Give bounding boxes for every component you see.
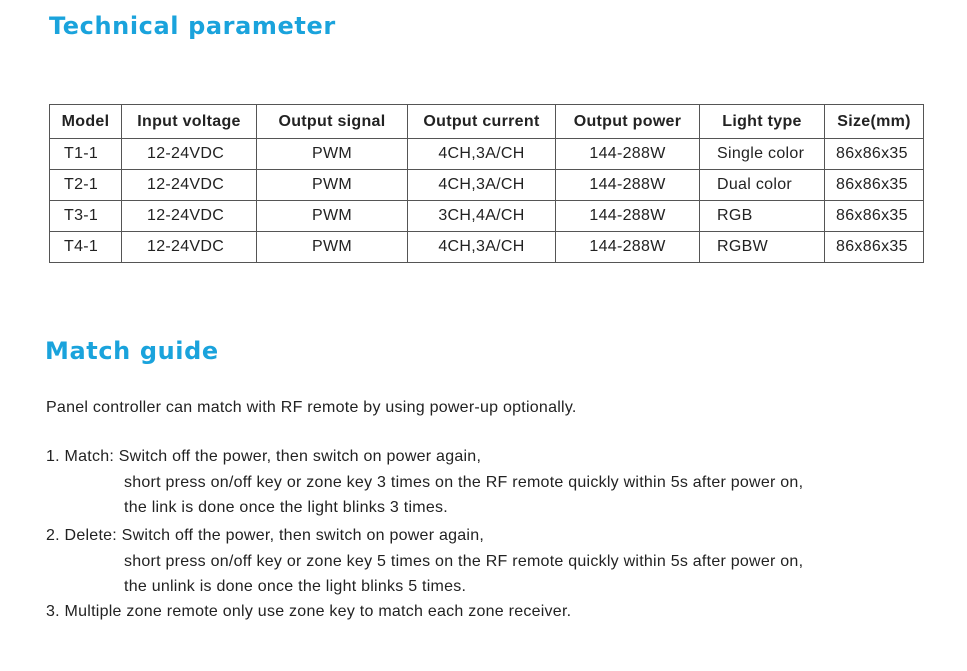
header-output-power: Output power [556, 105, 700, 139]
cell-output-power: 144-288W [556, 170, 700, 201]
cell-input-voltage: 12-24VDC [122, 201, 257, 232]
table-row [50, 232, 924, 263]
step1-line2: short press on/off key or zone key 3 times on the RF remote quickly within 5s after power on, [124, 474, 804, 491]
cell-size: 86x86x35 [825, 139, 924, 170]
cell-size: 86x86x35 [825, 201, 924, 232]
cell-light-type: Dual color [700, 170, 825, 201]
cell-output-signal: PWM [257, 139, 408, 170]
table-row [50, 201, 924, 232]
step1-line1: 1. Match: Switch off the power, then switch on power again, [46, 448, 482, 465]
cell-output-signal: PWM [257, 201, 408, 232]
header-size: Size(mm) [825, 105, 924, 139]
header-input-voltage: Input voltage [122, 105, 257, 139]
cell-light-type: RGBW [700, 232, 825, 263]
step2-line2: short press on/off key or zone key 5 times on the RF remote quickly within 5s after power on, [124, 553, 804, 570]
cell-size: 86x86x35 [825, 170, 924, 201]
match-guide-heading: Match guide [45, 337, 219, 365]
cell-output-current: 4CH,3A/CH [408, 139, 556, 170]
cell-light-type: RGB [700, 201, 825, 232]
cell-model: T2-1 [50, 170, 122, 201]
cell-input-voltage: 12-24VDC [122, 170, 257, 201]
cell-output-current: 4CH,3A/CH [408, 232, 556, 263]
cell-output-current: 3CH,4A/CH [408, 201, 556, 232]
step1-line3: the link is done once the light blinks 3 times. [124, 499, 448, 516]
table-row [50, 170, 924, 201]
header-light-type: Light type [700, 105, 825, 139]
cell-size: 86x86x35 [825, 232, 924, 263]
cell-output-signal: PWM [257, 170, 408, 201]
cell-output-power: 144-288W [556, 201, 700, 232]
cell-model: T1-1 [50, 139, 122, 170]
step2-line1: 2. Delete: Switch off the power, then switch on power again, [46, 527, 485, 544]
cell-output-power: 144-288W [556, 139, 700, 170]
technical-parameter-table [49, 104, 924, 263]
cell-output-power: 144-288W [556, 232, 700, 263]
header-output-signal: Output signal [257, 105, 408, 139]
cell-input-voltage: 12-24VDC [122, 232, 257, 263]
match-intro-text: Panel controller can match with RF remote by using power-up optionally. [46, 399, 577, 416]
cell-light-type: Single color [700, 139, 825, 170]
cell-output-current: 4CH,3A/CH [408, 170, 556, 201]
cell-output-signal: PWM [257, 232, 408, 263]
cell-model: T3-1 [50, 201, 122, 232]
technical-parameter-heading: Technical parameter [49, 12, 336, 40]
header-model: Model [50, 105, 122, 139]
table-row [50, 139, 924, 170]
cell-input-voltage: 12-24VDC [122, 139, 257, 170]
step3-line: 3. Multiple zone remote only use zone key to match each zone receiver. [46, 603, 572, 620]
table-header-row [50, 105, 924, 139]
cell-model: T4-1 [50, 232, 122, 263]
step2-line3: the unlink is done once the light blinks 5 times. [124, 578, 467, 595]
header-output-current: Output current [408, 105, 556, 139]
